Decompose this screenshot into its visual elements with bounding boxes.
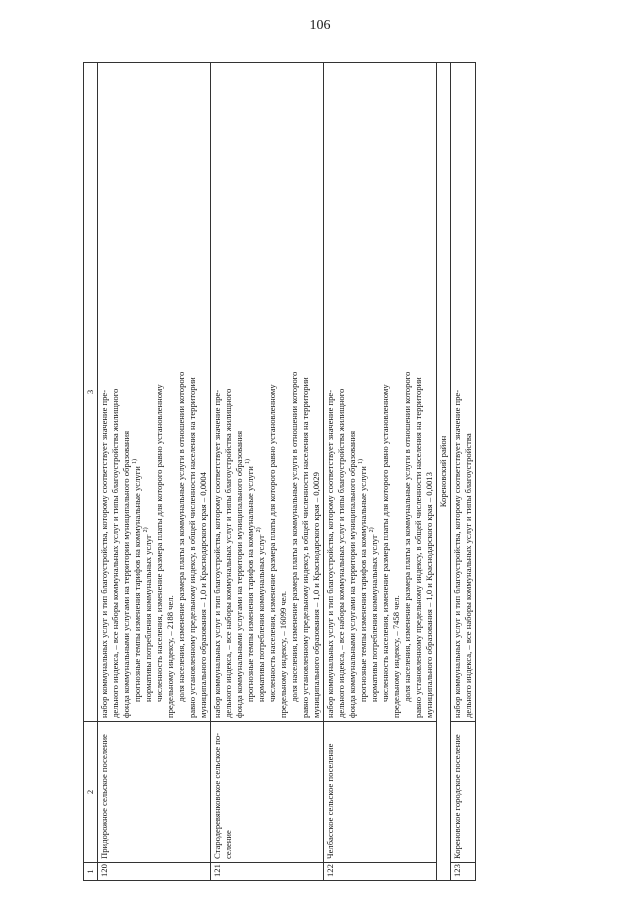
description-line: доля населения, изменение размера платы за коммунальные услуги в отношении которого — [176, 371, 186, 702]
header-col-1: 1 — [84, 863, 98, 881]
footnote-marker: 1) — [132, 459, 139, 465]
row-number: 122 — [324, 863, 437, 881]
municipality-name: Стародеревянковское сельское по-селение — [211, 722, 324, 863]
description-line: муниципального образования – 1,0 и Краснодарского края – 0,0013 — [424, 472, 434, 718]
description-line: нормативы потребления коммунальных услуг $^{2)}$ — [369, 527, 379, 702]
footnote-marker: 2) — [369, 527, 376, 533]
footnote-marker: 2) — [143, 527, 150, 533]
description-line: набор коммунальных услуг и тип благоустройства, которому соответствует значение пре- — [452, 389, 462, 718]
description-line: численность населения, изменение размера платы для которого равно установленному — [267, 384, 277, 702]
description-line: прогнозные темпы изменения тарифов на коммунальные услуги $^{1)}$ — [358, 459, 368, 702]
row-number: 123 — [451, 863, 476, 881]
tariff-table — [83, 62, 476, 881]
description-line: равно установленному предельному индексу, в общей численности населения на территории — [300, 377, 310, 718]
description-line: предельному индексу, – 2188 чел. — [165, 595, 175, 718]
municipality-name: Кореновское городское поселение — [451, 722, 476, 863]
rotated-table-container — [83, 63, 603, 881]
footnote-marker: 1) — [358, 459, 365, 465]
description-line: численность населения, изменение размера платы для которого равно установленному — [154, 384, 164, 702]
description-line: равно установленному предельному индексу, в общей численности населения на территории — [413, 377, 423, 718]
description-line: доля населения, изменение размера платы за коммунальные услуги в отношении которого — [402, 371, 412, 702]
row-description — [324, 63, 437, 722]
row-description — [98, 63, 211, 722]
municipality-name: Челбасское сельское поселение — [324, 722, 437, 863]
description-line: дельного индекса, – все наборы коммунальных услуг и типы благоустройства жилищного — [110, 388, 120, 718]
description-line: дельного индекса, – все наборы коммунальных услуг и типы благоустройства жилищного — [336, 388, 346, 718]
description-line: нормативы потребления коммунальных услуг $^{2)}$ — [143, 527, 153, 702]
description-line: предельному индексу, – 16099 чел. — [278, 590, 288, 718]
row-description — [211, 63, 324, 722]
description-line: набор коммунальных услуг и тип благоустройства, которому соответствует значение пре- — [212, 389, 222, 718]
footnote-marker: 1) — [245, 459, 252, 465]
header-col-3: 3 — [84, 63, 98, 722]
description-line: доля населения, изменение размера платы за коммунальные услуги в отношении которого — [289, 371, 299, 702]
row-description — [451, 63, 476, 722]
description-line: фонда коммунальными услугами на территории муниципального образования — [234, 430, 244, 718]
description-line: муниципального образования – 1,0 и Краснодарского края – 0,0004 — [198, 472, 208, 718]
row-number: 121 — [211, 863, 324, 881]
table-row — [324, 63, 437, 881]
description-line: фонда коммунальными услугами на территории муниципального образования — [121, 430, 131, 718]
page-number: 106 — [309, 18, 331, 33]
table-row — [451, 63, 476, 881]
description-line: нормативы потребления коммунальных услуг $^{2)}$ — [256, 527, 266, 702]
footnote-marker: 2) — [256, 527, 263, 533]
description-line: набор коммунальных услуг и тип благоустройства, которому соответствует значение пре- — [325, 389, 335, 718]
description-line: дельного индекса, – все наборы коммунальных услуг и типы благоустройства — [463, 433, 473, 718]
table-row — [98, 63, 211, 881]
description-line: прогнозные темпы изменения тарифов на коммунальные услуги $^{1)}$ — [132, 459, 142, 702]
description-line: дельного индекса, – все наборы коммунальных услуг и типы благоустройства жилищного — [223, 388, 233, 718]
district-name: Кореновский район — [437, 63, 451, 881]
description-line: фонда коммунальными услугами на территории муниципального образования — [347, 430, 357, 718]
municipality-name: Придорожное сельское поселение — [98, 722, 211, 863]
description-line: численность населения, изменение размера платы для которого равно установленному — [380, 384, 390, 702]
table-row — [211, 63, 324, 881]
district-row — [437, 63, 451, 881]
header-col-2: 2 — [84, 722, 98, 863]
description-line: равно установленному предельному индексу, в общей численности населения на территории — [187, 377, 197, 718]
description-line: набор коммунальных услуг и тип благоустройства, которому соответствует значение пре- — [99, 389, 109, 718]
table-header-row — [84, 63, 98, 881]
table-body — [98, 63, 476, 881]
description-line: муниципального образования – 1,0 и Краснодарского края – 0,0029 — [311, 472, 321, 718]
description-line: предельному индексу, – 7458 чел. — [391, 595, 401, 718]
row-number: 120 — [98, 863, 211, 881]
description-line: прогнозные темпы изменения тарифов на коммунальные услуги $^{1)}$ — [245, 459, 255, 702]
